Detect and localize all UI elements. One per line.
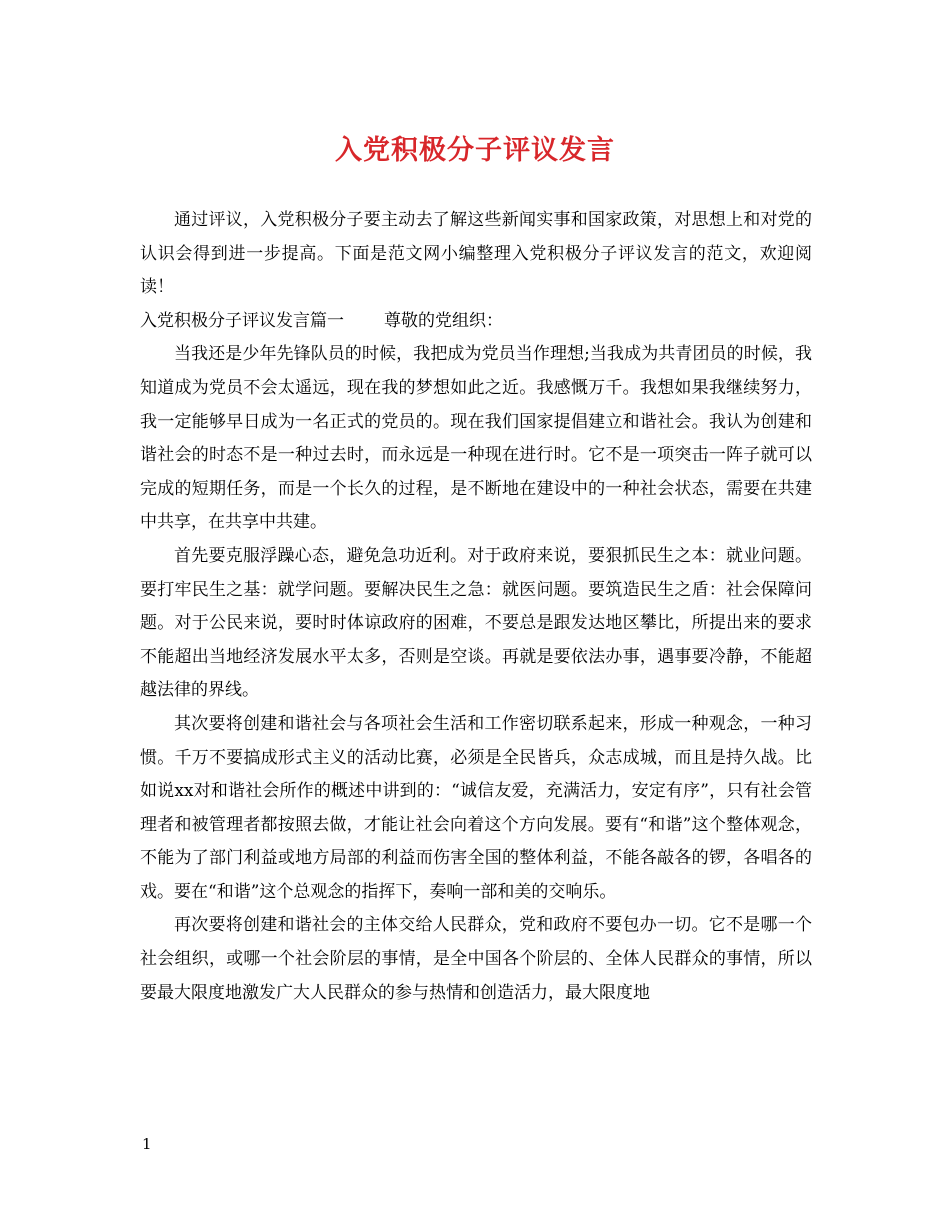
body-paragraph-4: 再次要将创建和谐社会的主体交给人民群众，党和政府不要包办一切。它不是哪一个社会组织，或哪一个社会阶层的事情，是全中国各个阶层的、全体人民群众的事情，所以要最大限度地激发广大人民群众的参与热情和创造活力，最大限度地 (140, 915, 812, 1003)
page-number: 1 (142, 1135, 152, 1153)
page-title: 入党积极分子评议发言 (335, 135, 615, 166)
section-heading-line (140, 305, 812, 339)
document-body (140, 204, 812, 1010)
section-heading: 入党积极分子评议发言篇一 (140, 310, 344, 331)
intro-paragraph: 通过评议，入党积极分子要主动去了解这些新闻实事和国家政策，对思想上和对党的认识会得到进一步提高。下面是范文网小编整理入党积极分子评议发言的范文，欢迎阅读！ (140, 210, 812, 298)
body-paragraph-1: 当我还是少年先锋队员的时候，我把成为党员当作理想;当我成为共青团员的时候，我知道成为党员不会太遥远，现在我的梦想如此之近。我感慨万千。我想如果我继续努力，我一定能够早日成为一名正式的党员的。现在我们国家提倡建立和谐社会。我认为创建和谐社会的时态不是一种过去时，而永远是一种现在进行时。它不是一项突击一阵子就可以完成的短期任务，而是一个长久的过程，是不断地在建设中的一种社会状态，需要在共建中共享，在共享中共建。 (140, 344, 812, 533)
salutation: 尊敬的党组织： (384, 310, 503, 331)
body-paragraph-2: 首先要克服浮躁心态，避免急功近利。对于政府来说，要狠抓民生之本：就业问题。要打牢民生之基：就学问题。要解决民生之急：就医问题。要筑造民生之盾：社会保障问题。对于公民来说，要时时体谅政府的困难，不要总是跟发达地区攀比，所提出来的要求不能超出当地经济发展水平太多，否则是空谈。再就是要依法办事，遇事要冷静，不能超越法律的界线。 (140, 545, 812, 701)
body-paragraph-3: 其次要将创建和谐社会与各项社会生活和工作密切联系起来，形成一种观念，一种习惯。千万不要搞成形式主义的活动比赛，必须是全民皆兵，众志成城，而且是持久战。比如说xx对和谐社会所作的概述中讲到的：“诚信友爱，充满活力，安定有序”，只有社会管理者和被管理者都按照去做，才能让社会向着这个方向发展。要有“和谐”这个整体观念，不能为了部门利益或地方局部的利益而伤害全国的整体利益，不能各敲各的锣，各唱各的戏。要在“和谐”这个总观念的指挥下，奏响一部和美的交响乐。 (140, 713, 812, 902)
